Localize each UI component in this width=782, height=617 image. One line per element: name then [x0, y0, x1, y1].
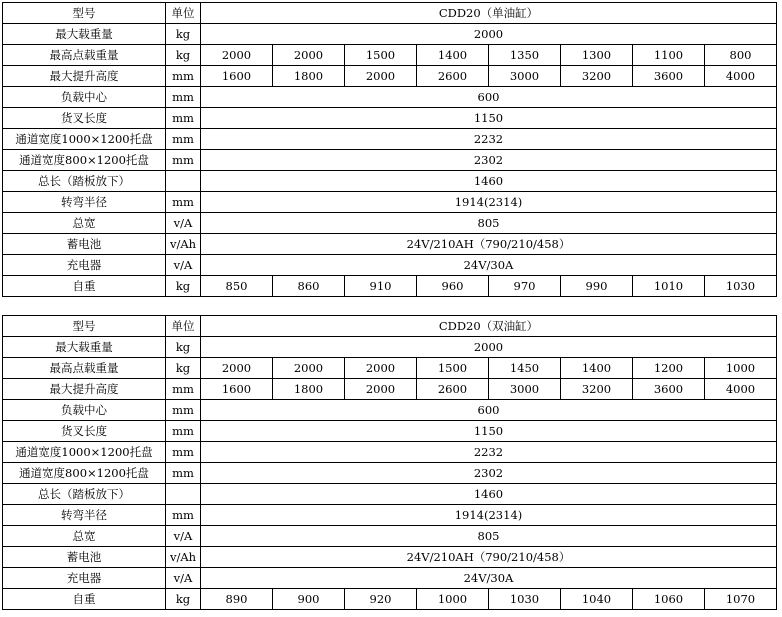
spec-label-cell: 通道宽度1000×1200托盘	[3, 442, 166, 463]
spec-value-cell: 2600	[417, 379, 489, 400]
spec-unit-cell: v/Ah	[166, 234, 201, 255]
model-header-cell: 型号	[3, 316, 166, 337]
spec-value-cell: 860	[273, 276, 345, 297]
spec-value-cell: 1150	[201, 421, 777, 442]
spec-label-cell: 蓄电池	[3, 547, 166, 568]
spec-value-cell: 1500	[345, 45, 417, 66]
spec-label-cell: 货叉长度	[3, 421, 166, 442]
spec-value-cell: 2000	[201, 45, 273, 66]
spec-label-cell: 通道宽度1000×1200托盘	[3, 129, 166, 150]
spec-value-cell: 800	[705, 45, 777, 66]
spec-row	[3, 66, 777, 87]
spec-value-cell: 2000	[273, 45, 345, 66]
spec-row	[3, 108, 777, 129]
spec-unit-cell: mm	[166, 150, 201, 171]
spec-value-cell: 3000	[489, 66, 561, 87]
spec-row	[3, 276, 777, 297]
spec-label-cell: 最大提升高度	[3, 66, 166, 87]
spec-value-cell: 4000	[705, 379, 777, 400]
spec-unit-cell: v/A	[166, 255, 201, 276]
spec-unit-cell: mm	[166, 505, 201, 526]
spec-row	[3, 171, 777, 192]
spec-unit-cell: mm	[166, 108, 201, 129]
spec-value-cell: 1350	[489, 45, 561, 66]
spec-row	[3, 192, 777, 213]
unit-header-cell: 单位	[166, 316, 201, 337]
spec-row	[3, 24, 777, 45]
spec-value-cell: 1460	[201, 171, 777, 192]
spec-label-cell: 总宽	[3, 213, 166, 234]
spec-value-cell: 1000	[417, 589, 489, 610]
spec-row	[3, 589, 777, 610]
spec-row	[3, 484, 777, 505]
spec-label-cell: 通道宽度800×1200托盘	[3, 463, 166, 484]
spec-row	[3, 45, 777, 66]
spec-value-cell: 2600	[417, 66, 489, 87]
spec-value-cell: 910	[345, 276, 417, 297]
spec-value-cell: 805	[201, 213, 777, 234]
spec-value-cell: 1100	[633, 45, 705, 66]
spec-value-cell: 2302	[201, 150, 777, 171]
spec-label-cell: 转弯半径	[3, 192, 166, 213]
spec-row	[3, 505, 777, 526]
spec-value-cell: 805	[201, 526, 777, 547]
spec-value-cell: 3600	[633, 66, 705, 87]
spec-unit-cell: mm	[166, 400, 201, 421]
spec-row	[3, 337, 777, 358]
spec-label-cell: 通道宽度800×1200托盘	[3, 150, 166, 171]
spec-value-cell: 1200	[633, 358, 705, 379]
spec-value-cell: 1400	[561, 358, 633, 379]
spec-label-cell: 货叉长度	[3, 108, 166, 129]
spec-unit-cell: mm	[166, 87, 201, 108]
header-row	[3, 316, 777, 337]
spec-row	[3, 442, 777, 463]
spec-unit-cell: v/A	[166, 213, 201, 234]
spec-label-cell: 自重	[3, 589, 166, 610]
spec-value-cell: 890	[201, 589, 273, 610]
spec-value-cell: 2000	[201, 24, 777, 45]
spec-row	[3, 400, 777, 421]
spec-unit-cell: v/Ah	[166, 547, 201, 568]
spec-label-cell: 最大提升高度	[3, 379, 166, 400]
spec-row	[3, 234, 777, 255]
spec-value-cell: 920	[345, 589, 417, 610]
spec-value-cell: 850	[201, 276, 273, 297]
spec-unit-cell: mm	[166, 442, 201, 463]
spec-value-cell: 2000	[345, 66, 417, 87]
spec-label-cell: 总长（踏板放下）	[3, 171, 166, 192]
spec-unit-cell: mm	[166, 463, 201, 484]
spec-value-cell: 2302	[201, 463, 777, 484]
spec-value-cell: 1800	[273, 66, 345, 87]
spec-unit-cell: v/A	[166, 568, 201, 589]
spec-value-cell: 2232	[201, 129, 777, 150]
spec-unit-cell: mm	[166, 66, 201, 87]
spec-value-cell: 3200	[561, 66, 633, 87]
spec-unit-cell: mm	[166, 379, 201, 400]
spec-value-cell: 3000	[489, 379, 561, 400]
spec-unit-cell: kg	[166, 24, 201, 45]
spec-unit-cell: mm	[166, 421, 201, 442]
spec-row	[3, 255, 777, 276]
spec-value-cell: 2000	[201, 337, 777, 358]
spec-table-body	[3, 316, 777, 610]
spec-value-cell: 600	[201, 400, 777, 421]
spec-unit-cell: kg	[166, 276, 201, 297]
spec-unit-cell: mm	[166, 129, 201, 150]
spec-value-cell: 2000	[345, 358, 417, 379]
spec-label-cell: 最高点载重量	[3, 45, 166, 66]
spec-value-cell: 1800	[273, 379, 345, 400]
spec-row	[3, 87, 777, 108]
spec-value-cell: 1600	[201, 66, 273, 87]
spec-value-cell: 1000	[705, 358, 777, 379]
spec-value-cell: 24V/30A	[201, 568, 777, 589]
spec-unit-cell: kg	[166, 589, 201, 610]
spec-value-cell: 1600	[201, 379, 273, 400]
spec-value-cell: 1914(2314)	[201, 192, 777, 213]
spec-value-cell: 1060	[633, 589, 705, 610]
spec-row	[3, 150, 777, 171]
spec-value-cell: 2000	[201, 358, 273, 379]
spec-value-cell: 600	[201, 87, 777, 108]
spec-value-cell: 1040	[561, 589, 633, 610]
spec-label-cell: 转弯半径	[3, 505, 166, 526]
spec-value-cell: 24V/30A	[201, 255, 777, 276]
spec-row	[3, 421, 777, 442]
spec-row	[3, 379, 777, 400]
header-row	[3, 3, 777, 24]
spec-value-cell: 1070	[705, 589, 777, 610]
spec-value-cell: 1300	[561, 45, 633, 66]
spec-unit-cell: kg	[166, 358, 201, 379]
spec-value-cell: 24V/210AH（790/210/458）	[201, 234, 777, 255]
spec-label-cell: 蓄电池	[3, 234, 166, 255]
spec-table-double-cylinder	[2, 315, 777, 610]
spec-unit-cell: v/A	[166, 526, 201, 547]
spec-value-cell: 1150	[201, 108, 777, 129]
spec-value-cell: 970	[489, 276, 561, 297]
spec-table-body	[3, 3, 777, 297]
spec-unit-cell	[166, 171, 201, 192]
spec-value-cell: 1450	[489, 358, 561, 379]
spec-label-cell: 最大载重量	[3, 24, 166, 45]
spec-unit-cell: kg	[166, 337, 201, 358]
spec-value-cell: 2000	[273, 358, 345, 379]
spec-row	[3, 358, 777, 379]
spec-table-single-cylinder	[2, 2, 777, 297]
spec-label-cell: 自重	[3, 276, 166, 297]
spec-value-cell: 1010	[633, 276, 705, 297]
spec-value-cell: 900	[273, 589, 345, 610]
spec-label-cell: 负载中心	[3, 87, 166, 108]
spec-label-cell: 充电器	[3, 568, 166, 589]
unit-header-cell: 单位	[166, 3, 201, 24]
spec-label-cell: 总长（踏板放下）	[3, 484, 166, 505]
spec-row	[3, 526, 777, 547]
spec-unit-cell: kg	[166, 45, 201, 66]
spec-row	[3, 213, 777, 234]
model-name-cell: CDD20（单油缸）	[201, 3, 777, 24]
spec-label-cell: 最高点载重量	[3, 358, 166, 379]
spec-label-cell: 负载中心	[3, 400, 166, 421]
spec-value-cell: 1914(2314)	[201, 505, 777, 526]
spec-row	[3, 547, 777, 568]
spec-value-cell: 24V/210AH（790/210/458）	[201, 547, 777, 568]
spec-value-cell: 1030	[705, 276, 777, 297]
model-name-cell: CDD20（双油缸）	[201, 316, 777, 337]
spec-label-cell: 最大载重量	[3, 337, 166, 358]
spec-row	[3, 568, 777, 589]
spec-value-cell: 1030	[489, 589, 561, 610]
spec-row	[3, 129, 777, 150]
spec-value-cell: 2232	[201, 442, 777, 463]
spec-label-cell: 充电器	[3, 255, 166, 276]
model-header-cell: 型号	[3, 3, 166, 24]
spec-value-cell: 1500	[417, 358, 489, 379]
spec-unit-cell	[166, 484, 201, 505]
spec-value-cell: 2000	[345, 379, 417, 400]
spec-value-cell: 4000	[705, 66, 777, 87]
spec-row	[3, 463, 777, 484]
spec-value-cell: 3600	[633, 379, 705, 400]
spec-unit-cell: mm	[166, 192, 201, 213]
spec-value-cell: 3200	[561, 379, 633, 400]
spec-value-cell: 1400	[417, 45, 489, 66]
spec-value-cell: 990	[561, 276, 633, 297]
spec-value-cell: 1460	[201, 484, 777, 505]
spec-value-cell: 960	[417, 276, 489, 297]
spec-label-cell: 总宽	[3, 526, 166, 547]
